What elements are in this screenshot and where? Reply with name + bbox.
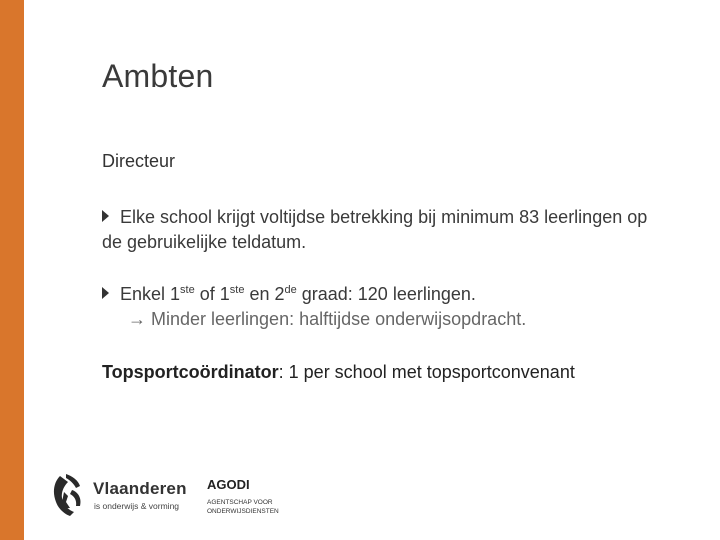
topsport-text: : 1 per school met topsportconvenant <box>278 362 575 382</box>
agodi-subtitle-line-2: ONDERWIJSDIENSTEN <box>207 508 279 515</box>
section-heading-directeur: Directeur <box>102 151 176 171</box>
vlaanderen-logo-subtitle: is onderwijs & vorming <box>94 501 180 511</box>
superscript-ste-1: ste <box>180 284 195 296</box>
sub-bullet-line: → Minder leerlingen: halftijdse onderwijsopdracht. <box>128 309 527 329</box>
bullet-text-1: Elke school krijgt voltijdse betrekking bij minimum 83 leerlingen op de gebruikelijke teldatum. <box>102 207 648 252</box>
agodi-logo-name: AGODI <box>207 477 250 492</box>
bullet-text-2-part3: en 2 <box>244 284 285 304</box>
bullet-text-2-part4: graad: 120 leerlingen. <box>296 284 476 304</box>
bullet-item-1 <box>102 205 662 255</box>
page-title: Ambten <box>102 58 214 94</box>
topsport-label: Topsportcoördinator <box>102 362 279 382</box>
accent-sidebar-bar <box>0 0 24 540</box>
bullet-text-2-part1: Enkel 1 <box>120 284 181 304</box>
superscript-de: de <box>284 284 297 296</box>
bullet-arrow-icon <box>102 210 109 222</box>
footer-logos <box>48 466 348 526</box>
vlaanderen-logo-name: Vlaanderen <box>93 479 187 498</box>
bullet-arrow-icon <box>102 287 109 299</box>
flemish-lion-icon <box>48 472 88 518</box>
agodi-logo-subtitle <box>207 498 297 516</box>
topsport-line <box>102 362 575 383</box>
bullet-text-2-part2: of 1 <box>194 284 230 304</box>
agodi-subtitle-line-1: AGENTSCHAP VOOR <box>207 499 273 506</box>
superscript-ste-2: ste <box>229 284 245 296</box>
bullet-item-2 <box>102 282 662 307</box>
